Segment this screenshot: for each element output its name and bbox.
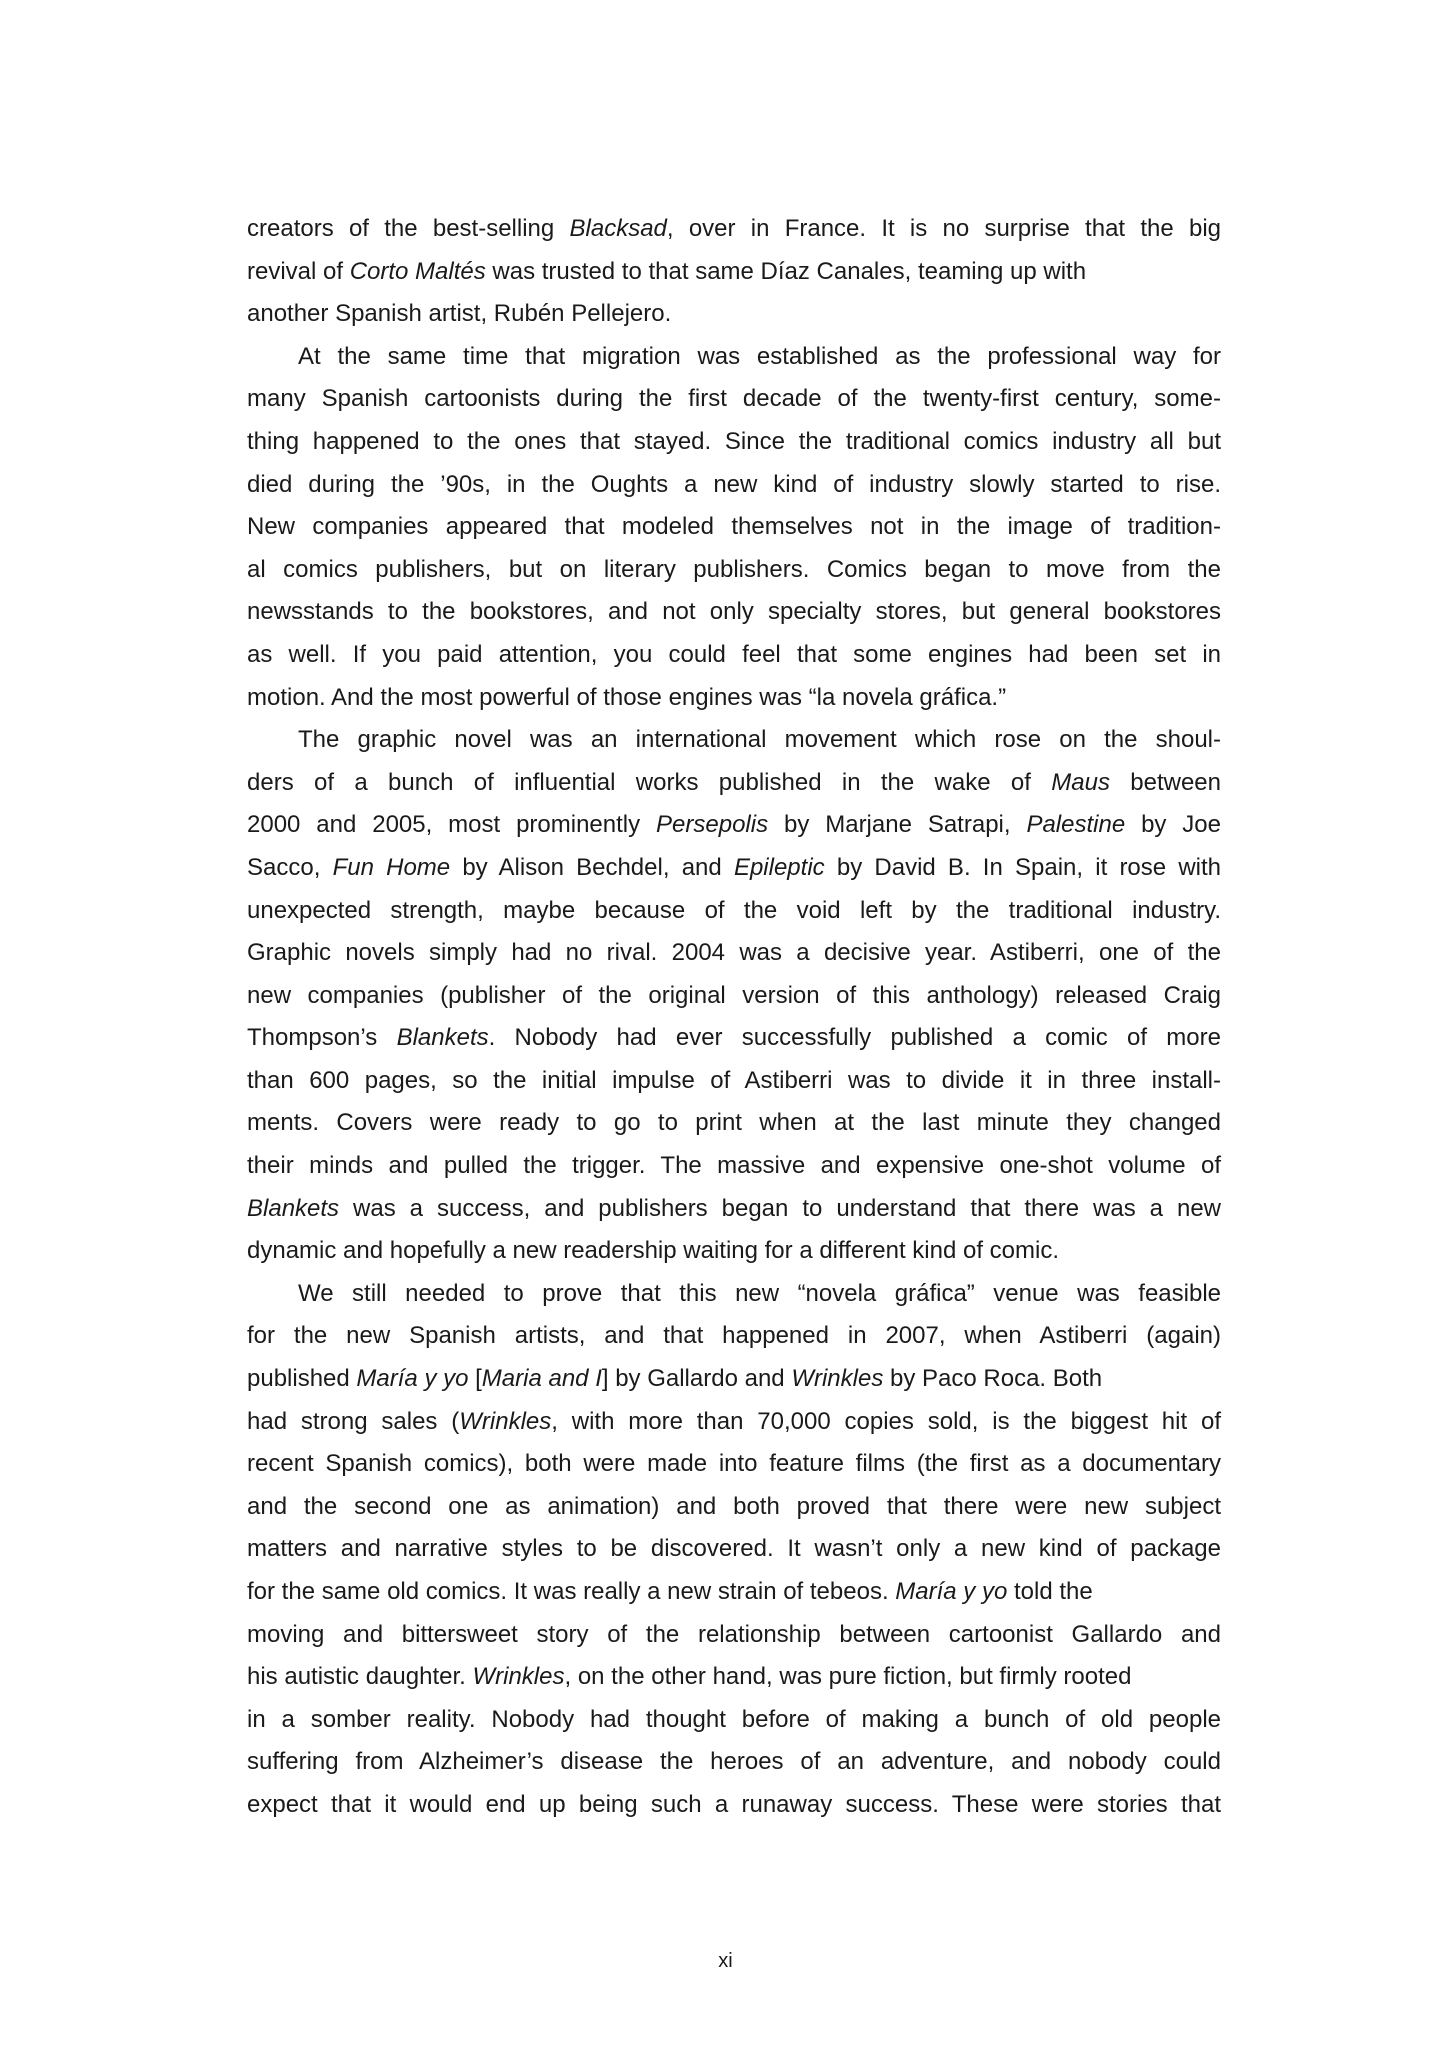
text-run: was a success, and publishers began to understand that there was a new: [339, 1194, 1221, 1222]
text-run: had strong sales (: [247, 1407, 460, 1435]
text-line: [247, 1188, 1221, 1231]
text-line: [247, 506, 1221, 549]
text-line: [247, 975, 1221, 1018]
text-run: [: [468, 1365, 482, 1393]
text-line: [247, 719, 1221, 762]
text-line: [247, 1102, 1221, 1145]
text-run: expect that it would end up being such a runaway success. These were stories that: [247, 1790, 1221, 1818]
text-run: dynamic and hopefully a new readership waiting for a different kind of comic.: [247, 1237, 1060, 1265]
text-line: [247, 1230, 1221, 1273]
text-run: between: [1109, 768, 1221, 796]
text-run: suffering from Alzheimer’s disease the heroes of an adventure, and nobody could: [247, 1748, 1221, 1776]
italic-title: María y yo: [895, 1578, 1008, 1605]
text-run: ders of a bunch of influential works published in the wake of: [247, 768, 1052, 796]
text-run: published: [247, 1365, 357, 1393]
italic-title: Blacksad: [569, 215, 667, 242]
text-run: as well. If you paid attention, you could feel that some engines had been set in: [247, 640, 1221, 668]
italic-title: Persepolis: [656, 811, 769, 839]
italic-title: Blankets: [247, 1194, 340, 1222]
text-line: [247, 421, 1221, 464]
text-run: ] by Gallardo and: [601, 1365, 792, 1393]
text-run: al comics publishers, but on literary publishers. Comics began to move from the: [247, 555, 1221, 583]
text-line: [247, 293, 1221, 336]
text-line: [247, 1060, 1221, 1103]
text-run: ments. Covers were ready to go to print when at the last minute they changed: [247, 1109, 1221, 1137]
text-run: than 600 pages, so the initial impulse of Astiberri was to divide it in three install-: [247, 1066, 1221, 1094]
text-line: [247, 1741, 1221, 1784]
text-run: died during the ’90s, in the Oughts a new kind of industry slowly started to rise.: [247, 470, 1221, 498]
text-line: [247, 1699, 1221, 1742]
text-run: their minds and pulled the trigger. The massive and expensive one-shot volume of: [247, 1152, 1221, 1180]
text-run: At the same time that migration was established as the professional way for: [298, 342, 1221, 370]
text-run: motion. And the most powerful of those engines was “la novela gráfica.”: [247, 683, 1007, 711]
body-text: [247, 208, 1221, 1827]
text-run: We still needed to prove that this new “novela gráfica” venue was feasible: [298, 1279, 1221, 1307]
italic-title: Blankets: [396, 1024, 489, 1052]
text-run: 2000 and 2005, most prominently: [247, 811, 657, 839]
text-run: by Alison Bechdel, and: [450, 853, 734, 881]
text-run: was trusted to that same Díaz Canales, teaming up with: [485, 257, 1087, 285]
text-line: [247, 677, 1221, 720]
text-line: [247, 1571, 1221, 1614]
text-run: another Spanish artist, Rubén Pellejero.: [247, 300, 672, 328]
text-line: [247, 1145, 1221, 1188]
text-line: [247, 1358, 1221, 1401]
text-line: [247, 1656, 1221, 1699]
italic-title: Wrinkles: [472, 1663, 565, 1691]
italic-title: María y yo: [356, 1365, 469, 1393]
text-run: . Nobody had ever successfully published a comic of more: [488, 1024, 1221, 1052]
text-line: [247, 932, 1221, 975]
text-run: Sacco,: [247, 853, 333, 881]
text-line: [247, 1273, 1221, 1316]
italic-title: Palestine: [1026, 811, 1126, 839]
text-line: [247, 1315, 1221, 1358]
text-line: [247, 804, 1221, 847]
text-run: in a somber reality. Nobody had thought before of making a bunch of old people: [247, 1705, 1221, 1733]
text-run: unexpected strength, maybe because of the void left by the traditional industry.: [247, 896, 1221, 924]
text-run: The graphic novel was an international movement which rose on the shoul-: [298, 726, 1221, 754]
text-line: [247, 1528, 1221, 1571]
text-run: Graphic novels simply had no rival. 2004 was a decisive year. Astiberri, one of the: [247, 939, 1221, 967]
italic-title: Epileptic: [733, 853, 825, 881]
text-run: revival of: [247, 257, 350, 285]
text-run: told the: [1007, 1578, 1093, 1605]
text-line: [247, 208, 1221, 251]
text-run: by David B. In Spain, it rose with: [824, 853, 1221, 881]
italic-title: Maria and I: [481, 1365, 602, 1393]
text-line: [247, 1017, 1221, 1060]
text-run: by Marjane Satrapi,: [768, 811, 1027, 839]
text-run: , on the other hand, was pure fiction, but firmly rooted: [564, 1663, 1132, 1691]
text-run: newsstands to the bookstores, and not only specialty stores, but general bookstores: [247, 598, 1221, 626]
text-line: [247, 847, 1221, 890]
text-run: by Joe: [1125, 811, 1221, 839]
text-run: his autistic daughter.: [247, 1663, 473, 1691]
text-run: recent Spanish comics), both were made into feature films (the first as a documentary: [247, 1450, 1221, 1478]
text-line: [247, 251, 1221, 294]
text-line: [247, 890, 1221, 933]
text-run: matters and narrative styles to be discovered. It wasn’t only a new kind of package: [247, 1535, 1221, 1563]
italic-title: Fun Home: [332, 853, 451, 881]
text-line: [247, 1486, 1221, 1529]
text-line: [247, 378, 1221, 421]
italic-title: Maus: [1051, 768, 1110, 796]
text-run: thing happened to the ones that stayed. Since the traditional comics industry all but: [247, 427, 1221, 455]
paragraph: [247, 336, 1221, 719]
text-line: [247, 336, 1221, 379]
paragraph: [247, 208, 1221, 336]
text-run: creators of the best-selling: [247, 215, 570, 242]
text-line: [247, 1784, 1221, 1827]
italic-title: Wrinkles: [459, 1407, 552, 1435]
text-run: and the second one as animation) and both proved that there were new subject: [247, 1492, 1221, 1520]
text-run: for the same old comics. It was really a new strain of tebeos.: [247, 1578, 896, 1605]
text-run: new companies (publisher of the original version of this anthology) released Craig: [247, 981, 1221, 1009]
page-number: xi: [718, 1950, 733, 1972]
text-run: moving and bittersweet story of the relationship between cartoonist Gallardo and: [247, 1620, 1221, 1648]
text-run: New companies appeared that modeled themselves not in the image of tradition-: [247, 513, 1221, 541]
text-run: for the new Spanish artists, and that happened in 2007, when Astiberri (again): [247, 1322, 1221, 1350]
text-line: [247, 591, 1221, 634]
text-run: many Spanish cartoonists during the first decade of the twenty-first century, some-: [247, 385, 1221, 413]
text-line: [247, 549, 1221, 592]
text-line: [247, 1443, 1221, 1486]
text-run: , over in France. It is no surprise that the big: [666, 215, 1221, 242]
text-line: [247, 1401, 1221, 1444]
text-line: [247, 464, 1221, 507]
text-run: , with more than 70,000 copies sold, is the biggest hit of: [551, 1407, 1221, 1435]
italic-title: Corto Maltés: [349, 257, 486, 285]
italic-title: Wrinkles: [791, 1365, 884, 1393]
text-line: [247, 1614, 1221, 1657]
text-line: [247, 634, 1221, 677]
paragraph: [247, 1273, 1221, 1827]
text-run: by Paco Roca. Both: [883, 1365, 1103, 1393]
text-run: Thompson’s: [247, 1024, 397, 1052]
text-line: [247, 762, 1221, 805]
paragraph: [247, 719, 1221, 1273]
